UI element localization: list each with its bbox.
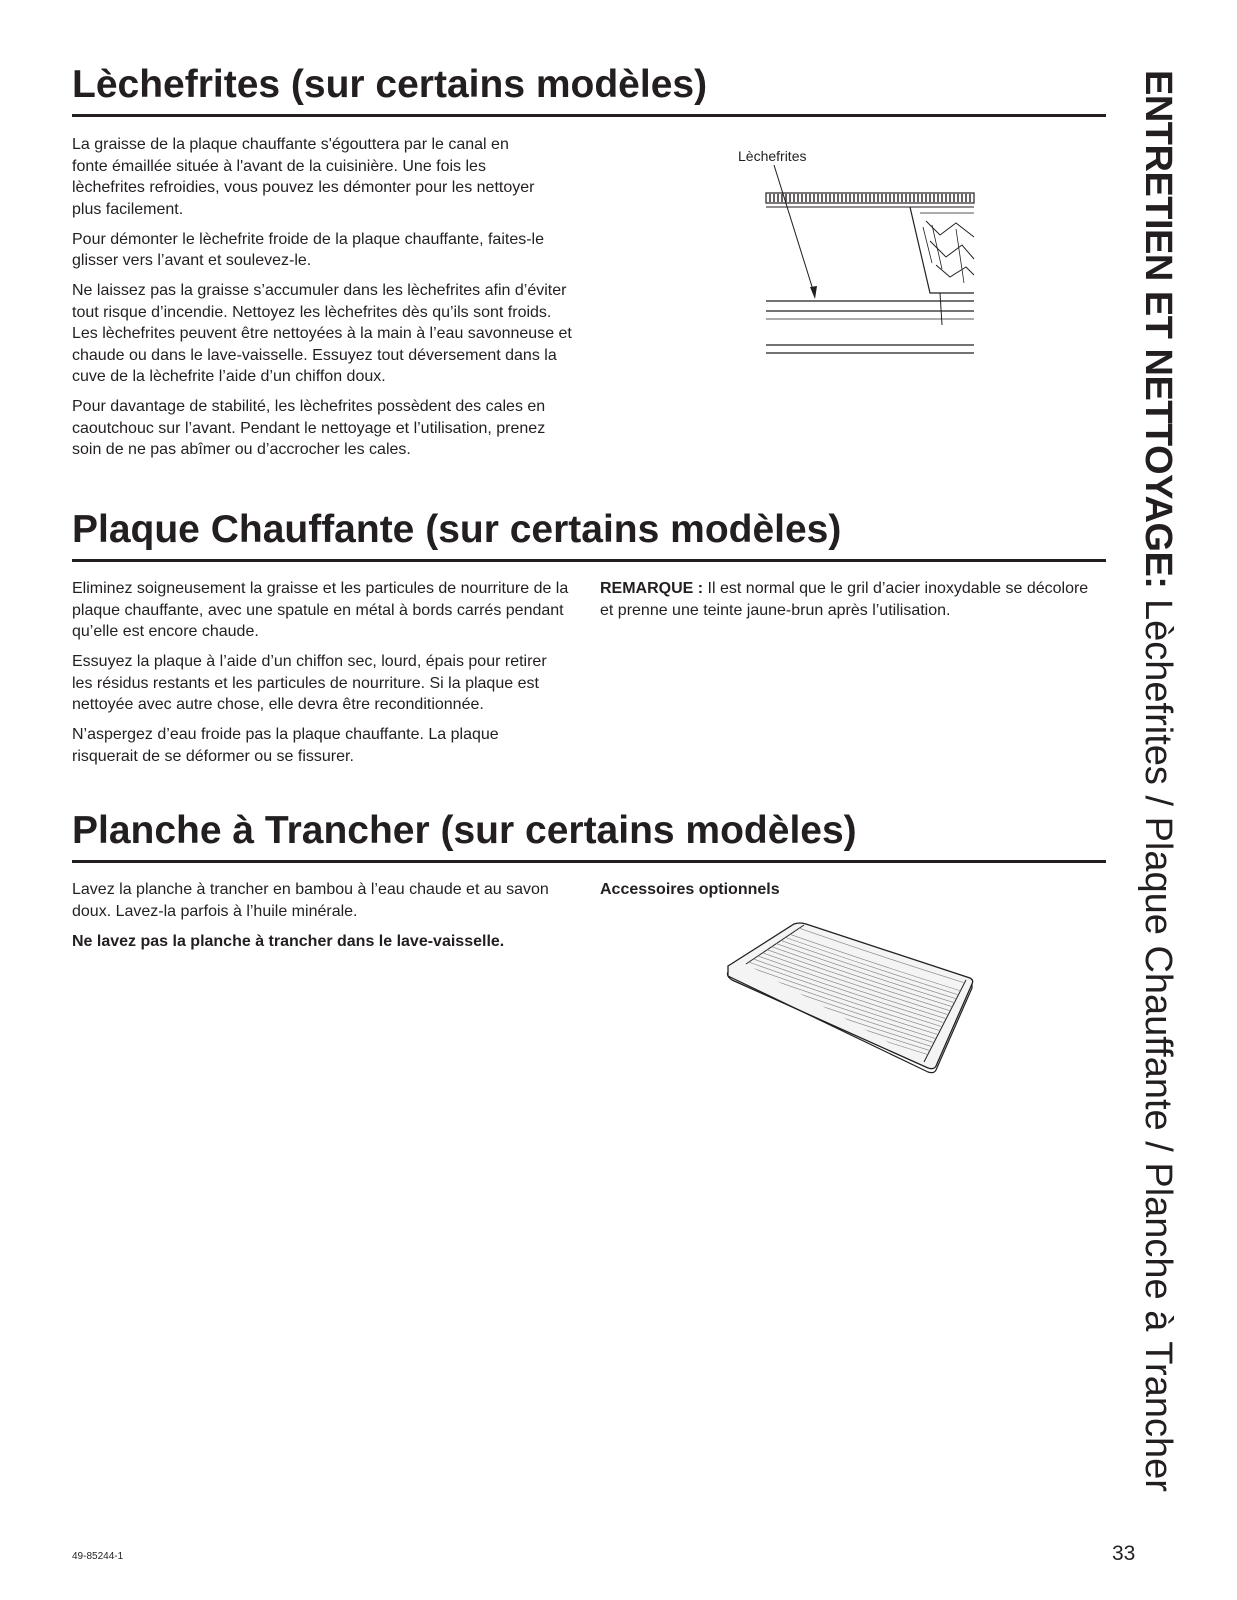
- plaque-body: [72, 578, 582, 776]
- section-title-planche: Planche à Trancher (sur certains modèles): [72, 809, 857, 852]
- figure-label-lechefrites: Lèchefrites: [738, 148, 807, 164]
- paragraph: Essuyez la plaque à l’aide d’un chiffon sec, lourd, épais pour retirer les résidus restants et les particules de nourriture. Si la plaque est nettoyée avec autre chose, elle devra être reconditionnée.: [72, 653, 547, 713]
- lechefrites-body: [72, 134, 582, 469]
- paragraph: Pour davantage de stabilité, les lèchefrites possèdent des cales en caoutchouc sur l’avant. Pendant le nettoyage et l’utilisation, prenez soin de ne pas abîmer ou d’accrocher les cales.: [72, 398, 546, 458]
- paragraph: Pour démonter le lèchefrite froide de la plaque chauffante, faites-le glisser vers l’avant et soulevez-le.: [72, 230, 544, 269]
- paragraph: Lavez la planche à trancher en bambou à l’eau chaude et au savon doux. Lavez-la parfois à l’huile minérale.: [72, 881, 549, 920]
- section-title-lechefrites: Lèchefrites (sur certains modèles): [72, 63, 708, 106]
- document-code: 49-85244-1: [72, 1551, 124, 1562]
- accessories-label: Accessoires optionnels: [600, 881, 780, 898]
- cutting-board-illustration: [724, 922, 974, 1074]
- section-rule: [72, 860, 1106, 863]
- paragraph: Eliminez soigneusement la graisse et les particules de nourriture de la plaque chauffante, avec une spatule en métal à bords carrés pendant qu’elle est encore chaude.: [72, 580, 569, 640]
- warning-text: Ne lavez pas la planche à trancher dans le lave-vaisselle.: [72, 932, 505, 950]
- paragraph: La graisse de la plaque chauffante s'égouttera par le canal en fonte émaillée située à l'avant de la cuisinière. Une fois les lèchefrites refroidies, vous pouvez les démonter pour les nettoyer plus facilement.: [72, 136, 535, 218]
- note-text: Il est normal que le gril d’acier inoxydable se décolore et prenne une teinte jaune-brun après l’utilisation.: [600, 580, 1089, 619]
- planche-accessories: [600, 879, 900, 909]
- note-paragraph: [600, 578, 1090, 621]
- note-label: REMARQUE :: [600, 580, 704, 597]
- side-tab-heading: ENTRETIEN ET NETTOYAGE:: [1137, 70, 1179, 589]
- drip-pan-illustration: [760, 165, 980, 360]
- planche-body: [72, 879, 582, 961]
- page-number: 33: [1112, 1542, 1136, 1565]
- section-rule: [72, 114, 1106, 117]
- section-rule: [72, 559, 1106, 562]
- plaque-note: [600, 578, 1090, 630]
- side-tab: [1124, 70, 1184, 1492]
- paragraph: Ne laissez pas la graisse s’accumuler dans les lèchefrites afin d’éviter tout risque d’incendie. Nettoyez les lèchefrites dès qu’ils sont froids. Les lèchefrites peuvent être nettoyées à la main à l’eau savonneuse et chaude ou dans le lave-vaisselle. Essuyez tout déversement dans la cuve de la lèchefrite l’aide d’un chiffon doux.: [72, 282, 572, 385]
- section-title-plaque: Plaque Chauffante (sur certains modèles): [72, 508, 842, 551]
- side-tab-topics: Lèchefrites / Plaque Chauffante / Planche à Trancher: [1137, 588, 1179, 1492]
- paragraph: N’aspergez d’eau froide pas la plaque chauffante. La plaque risquerait de se déformer ou se fissurer.: [72, 726, 499, 765]
